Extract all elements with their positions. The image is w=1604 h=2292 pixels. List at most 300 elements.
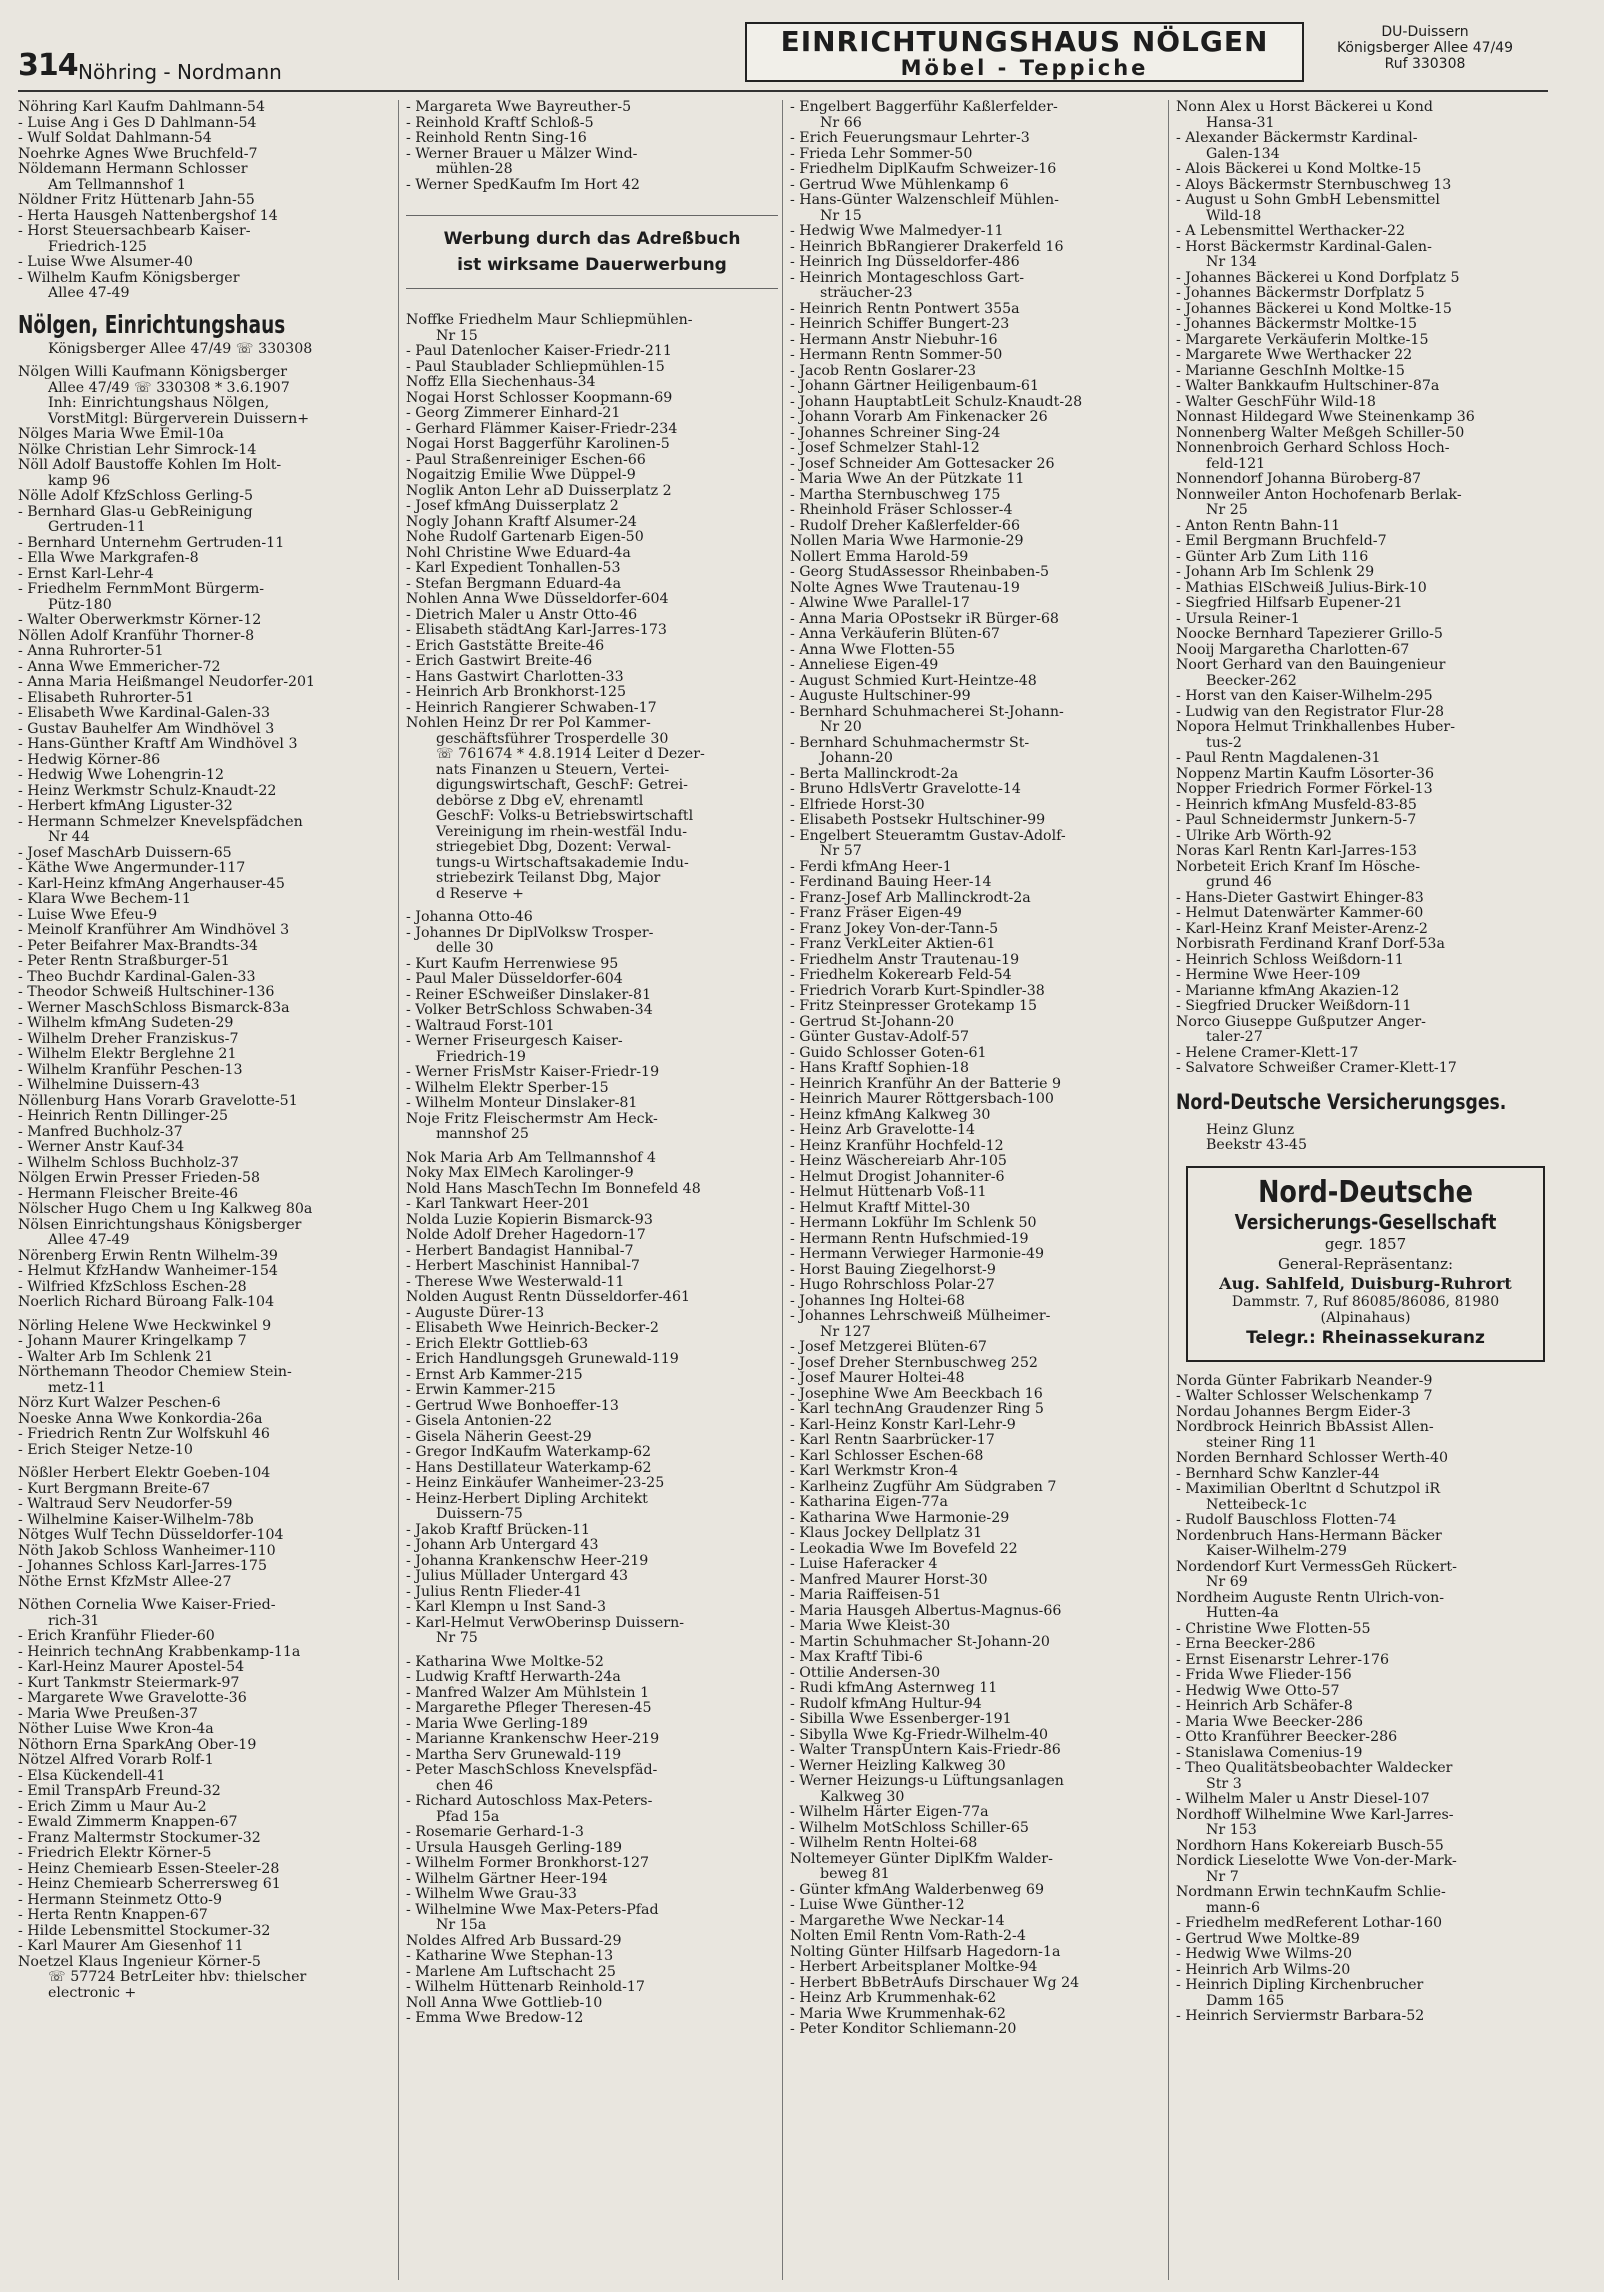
entry-continuation: Galen-134 [1206,145,1280,162]
directory-entry: Nöther Luise Wwe Kron-4a [18,1721,214,1737]
directory-entry: - Dietrich Maler u Anstr Otto-46 [406,606,638,623]
directory-entry: - Wilhelm Hüttenarb Reinhold-17 [406,1979,645,1995]
entry-continuation: tus-2 [1206,734,1242,751]
directory-entry: - Margarete Wwe Werthacker 22 [1176,347,1413,363]
directory-entry: - Heinz Wäschereiarb Ahr-105 [790,1153,1007,1169]
directory-entry: - Heinrich BbRangierer Drakerfeld 16 [790,238,1064,255]
directory-entry: - Johann Arb Im Schlenk 29 [1176,564,1375,580]
directory-entry: - Elisabeth städtAng Karl-Jarres-173 [406,622,667,638]
directory-entry: - Ernst Eisenarstr Lehrer-176 [1176,1651,1390,1668]
directory-entry: - Friedhelm FernmMont Bürgerm- [18,581,265,597]
directory-entry: Nolde Adolf Dreher Hagedorn-17 [406,1227,646,1243]
directory-entry: Nölke Christian Lehr Simrock-14 [18,441,257,458]
directory-entry: - Gregor IndKaufm Waterkamp-62 [406,1444,652,1460]
directory-entry: - Karl-Heinz Maurer Apostel-54 [18,1659,245,1675]
directory-entry: - Ulrike Arb Wörth-92 [1176,827,1332,844]
directory-entry: - Anna Verkäuferin Blüten-67 [790,626,1000,642]
directory-entry: - Jacob Rentn Goslarer-23 [790,362,977,379]
directory-entry: - Heinz Einkäufer Wanheimer-23-25 [406,1475,665,1491]
directory-entry: - Hermann Rentn Sommer-50 [790,347,1003,363]
directory-entry: - Marianne Krankenschw Heer-219 [406,1731,660,1747]
ad-address-line: Dammstr. 7, Ruf 86085/86086, 81980 [1231,1293,1500,1310]
entry-continuation: geschäftsführer Trosperdelle 30 [436,730,669,747]
directory-entry: - Martha Sternbuschweg 175 [790,486,1001,503]
directory-entry: - Wilhelm Kaufm Königsberger [18,269,240,286]
directory-entry: - Julius Müllader Untergard 43 [406,1568,629,1584]
ad-street: Königsberger Allee 47/49 [1336,40,1514,56]
directory-entry: - Reiner ESchweißer Dinslaker-81 [406,986,652,1003]
directory-entry: - Hans-Dieter Gastwirt Ehinger-83 [1176,889,1424,906]
directory-entry: - Hans Destillateur Waterkamp-62 [406,1459,652,1476]
directory-entry: - Helene Cramer-Klett-17 [1176,1044,1359,1061]
directory-entry: Nok Maria Arb Am Tellmannshof 4 [406,1149,656,1166]
entry-continuation: Vereinigung im rhein-westfäl Indu- [436,823,687,840]
directory-entry: - Ernst Arb Kammer-215 [406,1366,583,1383]
directory-entry: - Heinrich Maurer Röttgersbach-100 [790,1091,1054,1107]
directory-entry: Nöll Adolf Baustoffe Kohlen Im Holt- [18,457,282,473]
directory-entry: - Horst van den Kaiser-Wilhelm-295 [1176,688,1433,704]
directory-entry: Nößler Herbert Elektr Goeben-104 [18,1465,271,1481]
directory-entry: - Gerhard Flämmer Kaiser-Friedr-234 [406,420,678,437]
directory-entry: - Karl Rentn Saarbrücker-17 [790,1432,995,1448]
entry-continuation: Beecker-262 [1206,672,1297,689]
directory-entry: Noehrke Agnes Wwe Bruchfeld-7 [18,145,258,162]
directory-entry: Nötges Wulf Techn Düsseldorfer-104 [18,1527,284,1543]
directory-entry: - Meinolf Kranführer Am Windhövel 3 [18,922,290,938]
directory-entry: - Franz VerkLeiter Aktien-61 [790,936,996,952]
directory-entry: - Werner Heizungs-u Lüftungsanlagen [790,1773,1064,1789]
entry-continuation: delle 30 [436,940,494,956]
directory-entry: - Hermine Wwe Heer-109 [1176,967,1361,983]
entry-continuation: Königsberger Allee 47/49 ☏ 330308 [48,340,313,357]
directory-entry: - Wilhelm kfmAng Sudeten-29 [18,1015,234,1031]
entry-continuation: Nr 25 [1206,502,1248,518]
entry-continuation: Nr 134 [1206,254,1257,270]
directory-entry: - Max Kraftf Tibi-6 [790,1649,923,1665]
entry-continuation: steiner Ring 11 [1206,1434,1317,1451]
directory-entry: - Hermann Fleischer Breite-46 [18,1185,239,1202]
entry-continuation: tungs-u Wirtschaftsakademie Indu- [436,854,689,871]
ad-telegram: Telegr.: Rheinassekuranz [1246,1327,1485,1348]
directory-entry: - Erich Gastwirt Breite-46 [406,653,593,669]
directory-entry: - Heinrich Kranführ An der Batterie 9 [790,1075,1062,1092]
directory-entry: - Wilhelmine Duissern-43 [18,1077,200,1093]
directory-entry: - Walter Arb Im Schlenk 21 [18,1348,214,1365]
entry-continuation: Nr 75 [436,1630,478,1646]
directory-entry: - Gisela Antonien-22 [406,1413,553,1429]
directory-entry: - Marlene Am Luftschacht 25 [406,1963,616,1980]
directory-entry: Nohe Rudolf Gartenarb Eigen-50 [406,529,644,545]
directory-entry: - Erich Zimm u Maur Au-2 [18,1798,207,1815]
directory-entry: - Maximilian Oberltnt d Schutzpol iR [1176,1481,1441,1497]
directory-entry: - Heinrich Montageschloss Gart- [790,269,1025,286]
directory-entry: - Georg Zimmerer Einhard-21 [406,405,621,421]
directory-entry: - Katharine Wwe Stephan-13 [406,1948,614,1964]
directory-entry: - Wilhelm Elektr Berglehne 21 [18,1046,237,1062]
entry-continuation: Nr 44 [48,829,90,845]
directory-entry: - Wilhelmine Kaiser-Wilhelm-78b [18,1511,254,1528]
directory-entry: - Stanislawa Comenius-19 [1176,1744,1363,1761]
directory-entry: - Heinrich kfmAng Musfeld-83-85 [1176,796,1417,813]
directory-entry: - Ursula Reiner-1 [1176,610,1300,627]
directory-entry: - Bernhard Schw Kanzler-44 [1176,1465,1380,1482]
directory-entry: - Herbert Arbeitsplaner Moltke-94 [790,1959,1038,1975]
entry-continuation: mühlen-28 [436,161,513,177]
directory-entry: - Helmut KfzHandw Wanheimer-154 [18,1263,278,1279]
column-divider [398,100,399,2280]
directory-entry: - Walter Bankkaufm Hultschiner-87a [1176,378,1440,394]
directory-entry: - Heinz Chemiearb Essen-Steeler-28 [18,1860,280,1877]
directory-entry: Noltemeyer Günter DiplKfm Walder- [790,1850,1053,1867]
directory-entry: - Jakob Kraftf Brücken-11 [406,1521,591,1538]
directory-entry: - Johannes Schreiner Sing-24 [790,424,1001,441]
page-range: Nöhring - Nordmann [78,60,282,84]
header-advertisement [745,22,1304,82]
directory-entry: - Wilhelm Rentn Holtei-68 [790,1835,978,1851]
directory-entry: - Horst Bauing Ziegelhorst-9 [790,1261,996,1278]
ad-founded: gegr. 1857 [1324,1234,1407,1253]
directory-entry: - Rudolf kfmAng Hultur-94 [790,1695,982,1712]
entry-continuation: Netteibeck-1c [1206,1496,1307,1513]
insurance-advertisement [1186,1166,1545,1362]
entry-continuation: Nr 66 [820,114,862,131]
directory-entry: - Walter TranspUntern Kais-Friedr-86 [790,1742,1061,1758]
directory-entry: Norda Günter Fabrikarb Neander-9 [1176,1372,1433,1389]
directory-entry: - Erich Elektr Gottlieb-63 [406,1335,589,1352]
directory-entry: - Peter Rentn Straßburger-51 [18,953,230,969]
directory-entry: - Martin Schuhmacher St-Johann-20 [790,1633,1050,1650]
entry-continuation: Nr 7 [1206,1868,1239,1885]
directory-entry: - Wilhelm Wwe Grau-33 [406,1886,577,1902]
entry-continuation: Nr 69 [1206,1574,1248,1590]
directory-entry: Nölscher Hugo Chem u Ing Kalkweg 80a [18,1201,313,1217]
directory-entry: - Erna Beecker-286 [1176,1636,1316,1652]
directory-entry: - Wilhelm Former Bronkhorst-127 [406,1855,650,1871]
directory-entry: - Ewald Zimmerm Knappen-67 [18,1814,238,1830]
directory-entry: - Heinrich technAng Krabbenkamp-11a [18,1643,301,1660]
directory-entry: - Erich Handlungsgeh Grunewald-119 [406,1351,679,1367]
directory-entry: - Friedrich Rentn Zur Wolfskuhl 46 [18,1426,270,1442]
section-heading: Nord-Deutsche Versicherungsges. [1176,1089,1507,1114]
directory-entry: - Johannes Bäckermstr Moltke-15 [1176,316,1418,332]
directory-entry: Nörz Kurt Walzer Peschen-6 [18,1395,221,1411]
directory-entry: Nolten Emil Rentn Vom-Rath-2-4 [790,1928,1026,1944]
directory-entry: - Rudi kfmAng Asternweg 11 [790,1680,998,1696]
directory-entry: - Heinz kfmAng Kalkweg 30 [790,1106,991,1123]
directory-entry: - Hermann Lokführ Im Schlenk 50 [790,1215,1037,1231]
directory-entry: - Günter Arb Zum Lith 116 [1176,548,1369,565]
directory-entry: Nohl Christine Wwe Eduard-4a [406,544,631,561]
directory-entry: - Wilhelm Kranführ Peschen-13 [18,1061,243,1078]
entry-continuation: striebezirk Teilanst Dbg, Major [436,870,661,886]
directory-entry: Nöthen Cornelia Wwe Kaiser-Fried- [18,1597,276,1613]
directory-entry: Nohlen Heinz Dr rer Pol Kammer- [406,715,651,731]
entry-continuation: Allee 47-49 [48,1232,130,1248]
directory-entry: Nonn Alex u Horst Bäckerei u Kond [1176,99,1433,115]
directory-entry: - Ferdinand Bauing Heer-14 [790,874,992,890]
directory-entry: - Walter GeschFühr Wild-18 [1176,393,1376,410]
directory-entry: - Wulf Soldat Dahlmann-54 [18,130,212,146]
directory-entry: - Hilde Lebensmittel Stockumer-32 [18,1922,271,1939]
directory-entry: Noetzel Klaus Ingenieur Körner-5 [18,1953,261,1970]
directory-entry: - Friedhelm medReferent Lothar-160 [1176,1915,1443,1931]
directory-entry: - August Schmied Kurt-Heintze-48 [790,672,1037,689]
directory-entry: - Peter MaschSchloss Knevelspfäd- [406,1762,658,1778]
directory-entry: - Luise Wwe Alsumer-40 [18,254,193,270]
directory-entry: - Wilhelm Maler u Anstr Diesel-107 [1176,1791,1430,1807]
ad-title: EINRICHTUNGSHAUS NÖLGEN [780,25,1269,58]
directory-entry: - Otto Kranführer Beecker-286 [1176,1729,1398,1745]
directory-entry: Nonnenbroich Gerhard Schloss Hoch- [1176,440,1450,456]
directory-entry: Nöth Jakob Schloss Wanheimer-110 [18,1542,276,1559]
directory-entry: - Heinrich Arb Schäfer-8 [1176,1698,1353,1714]
directory-entry: Nöldner Fritz Hüttenarb Jahn-55 [18,192,255,208]
directory-entry: - Reinhold Rentn Sing-16 [406,130,587,146]
directory-entry: Nöthe Ernst KfzMstr Allee-27 [18,1573,232,1590]
directory-entry: - Josef Schmelzer Stahl-12 [790,440,980,456]
directory-entry: - Therese Wwe Westerwald-11 [406,1273,625,1290]
directory-entry: - Erich Kranführ Flieder-60 [18,1628,215,1644]
directory-entry: - Bernhard Glas-u GebReinigung [18,503,253,520]
directory-entry: - Werner FrisMstr Kaiser-Friedr-19 [406,1064,660,1080]
directory-entry: - Maria Wwe Preußen-37 [18,1705,198,1722]
directory-entry: - Theo Qualitätsbeobachter Waldecker [1176,1760,1453,1776]
directory-entry: - Karl technAng Graudenzer Ring 5 [790,1401,1044,1417]
directory-entry: Noll Anna Wwe Gottlieb-10 [406,1994,603,2011]
directory-entry: Nollen Maria Wwe Harmonie-29 [790,533,1024,549]
directory-entry: Nonnenberg Walter Meßgeh Schiller-50 [1176,424,1465,441]
directory-entry: Norbisrath Ferdinand Kranf Dorf-53a [1176,936,1445,952]
directory-entry: - Kurt Bergmann Breite-67 [18,1480,211,1497]
directory-entry: - Reinhold Kraftf Schloß-5 [406,114,594,131]
entry-continuation: mann-6 [1206,1899,1261,1916]
directory-entry: - Herbert Maschinist Hannibal-7 [406,1258,640,1274]
directory-entry: - Heinrich Dipling Kirchenbrucher [1176,1977,1424,1993]
directory-entry: Nörthemann Theodor Chemiew Stein- [18,1364,292,1380]
ad-company-sub: Versicherungs-Gesellschaft [1234,1209,1497,1234]
directory-entry: - Hans-Günter Walzenschleif Mühlen- [790,192,1059,208]
directory-entry: Nöthorn Erna SparkAng Ober-19 [18,1736,257,1753]
directory-entry: - Katharina Eigen-77a [790,1494,948,1510]
directory-entry: - Rosemarie Gerhard-1-3 [406,1824,584,1840]
directory-entry: Noort Gerhard van den Bauingenieur [1176,657,1446,673]
directory-entry: - Franz-Josef Arb Mallinckrodt-2a [790,889,1031,906]
directory-column-2 [406,100,778,2027]
entry-continuation: Nr 127 [820,1323,871,1340]
entry-continuation: d Reserve + [436,885,524,902]
directory-entry: Noglik Anton Lehr aD Duisserplatz 2 [406,482,672,499]
directory-entry: - Wilhelm Dreher Franziskus-7 [18,1030,239,1047]
directory-entry: Norbeteit Erich Kranf Im Hösche- [1176,858,1421,875]
entry-continuation: chen 46 [436,1777,494,1794]
directory-entry: - Margarethe Pfleger Theresen-45 [406,1700,652,1716]
entry-continuation: ☏ 57724 BetrLeiter hbv: thielscher [48,1969,307,1985]
directory-entry: - Alois Bäckerei u Kond Moltke-15 [1176,161,1422,177]
directory-entry: - Johannes Ing Holtei-68 [790,1292,965,1309]
directory-entry: - Karl Tankwart Heer-201 [406,1196,591,1212]
directory-entry: - Josef Metzgerei Blüten-67 [790,1339,987,1355]
entry-continuation: rich-31 [48,1612,100,1629]
directory-entry: - Werner Brauer u Mälzer Wind- [406,145,638,162]
directory-entry: - Margarethe Wwe Neckar-14 [790,1912,1005,1929]
directory-entry: - Werner Anstr Kauf-34 [18,1139,185,1155]
directory-entry: - Heinz Chemiearb Scherrersweg 61 [18,1876,281,1892]
directory-entry: - Karl-Helmut VerwOberinsp Duissern- [406,1614,685,1631]
entry-continuation: Beekstr 43-45 [1206,1137,1307,1153]
directory-column-4 [1176,100,1556,2025]
directory-entry: Nordenbruch Hans-Hermann Bäcker [1176,1527,1442,1544]
directory-entry: - Walter Schlosser Welschenkamp 7 [1176,1388,1433,1404]
ad-address [1312,24,1538,72]
page-number: 314 [18,48,78,83]
directory-entry: - Sibilla Wwe Essenberger-191 [790,1711,1012,1727]
directory-entry: - Hermann Steinmetz Otto-9 [18,1891,222,1908]
directory-entry: - Herbert kfmAng Liguster-32 [18,798,233,814]
directory-entry: - Mathias ElSchweiß Julius-Birk-10 [1176,579,1427,596]
directory-entry: - Emil TranspArb Freund-32 [18,1783,221,1799]
directory-entry: - Heinrich Arb Bronkhorst-125 [406,684,627,700]
directory-entry: - A Lebensmittel Werthacker-22 [1176,223,1406,239]
ad-company-name: Nord-Deutsche [1258,1174,1473,1210]
directory-entry: - Klaus Jockey Dellplatz 31 [790,1525,983,1541]
directory-entry: - Wilhelm Elektr Sperber-15 [406,1079,609,1096]
directory-entry: - Hans-Günther Kraftf Am Windhövel 3 [18,736,298,752]
directory-entry: - Auguste Hultschiner-99 [790,688,971,704]
directory-entry: Noje Fritz Fleischermstr Am Heck- [406,1110,658,1127]
directory-entry: Nolden August Rentn Düsseldorfer-461 [406,1289,690,1305]
directory-entry: - Manfred Maurer Horst-30 [790,1571,988,1588]
directory-entry: - Maria Wwe An der Pützkate 11 [790,471,1025,487]
directory-entry: - Horst Bäckermstr Kardinal-Galen- [1176,238,1432,255]
directory-entry: - Elisabeth Wwe Kardinal-Galen-33 [18,705,271,721]
entry-continuation: Friedrich-125 [48,238,147,255]
directory-entry: - Aloys Bäckermstr Sternbuschweg 13 [1176,176,1452,193]
directory-entry: - Helmut Datenwärter Kammer-60 [1176,905,1424,921]
entry-continuation: Inh: Einrichtungshaus Nölgen, [48,395,270,411]
entry-continuation: kamp 96 [48,472,111,489]
directory-entry: Nollert Emma Harold-59 [790,548,969,565]
directory-entry: - Stefan Bergmann Eduard-4a [406,575,622,592]
directory-entry: - Heinrich Arb Wilms-20 [1176,1961,1351,1978]
ad-address-line: (Alpinahaus) [1320,1309,1411,1326]
directory-entry: - Karl-Heinz Konstr Karl-Lehr-9 [790,1416,1016,1433]
directory-entry: - Franz Jokey Von-der-Tann-5 [790,920,999,937]
column-divider [1168,100,1169,2280]
directory-entry: - Herbert BbBetrAufs Dirschauer Wg 24 [790,1974,1080,1991]
directory-entry: - Franz Maltermstr Stockumer-32 [18,1829,261,1846]
directory-entry: - Katharina Wwe Harmonie-29 [790,1509,1010,1526]
directory-entry: - Werner SpedKaufm Im Hort 42 [406,176,640,193]
directory-entry: - Gustav Bauhelfer Am Windhövel 3 [18,720,275,737]
directory-entry: - Christine Wwe Flotten-55 [1176,1620,1371,1637]
directory-entry: - Ottilie Andersen-30 [790,1664,941,1681]
directory-entry: - Hans Kraftf Sophien-18 [790,1060,970,1076]
directory-entry: - Johann Arb Untergard 43 [406,1537,599,1553]
directory-entry: - Rudolf Dreher Kaßlerfelder-66 [790,517,1020,534]
directory-entry: Norco Giuseppe Gußputzer Anger- [1176,1013,1426,1030]
directory-entry: - Rheinhold Fräser Schlosser-4 [790,502,1013,518]
entry-continuation: Johann-20 [820,750,893,766]
directory-entry: Noldes Alfred Arb Bussard-29 [406,1932,622,1949]
directory-entry: - Karl Schlosser Eschen-68 [790,1447,984,1464]
directory-entry: - Karl Maurer Am Giesenhof 11 [18,1938,244,1954]
entry-continuation: Gertruden-11 [48,519,146,535]
entry-continuation: Damm 165 [1206,1992,1285,2009]
directory-entry: - Maria Hausgeh Albertus-Magnus-66 [790,1602,1062,1619]
directory-entry: - Karl Klempn u Inst Sand-3 [406,1599,607,1615]
directory-entry: - Johann Gärtner Heiligenbaum-61 [790,378,1039,394]
directory-entry: - Berta Mallinckrodt-2a [790,765,959,782]
directory-entry: Nold Hans MaschTechn Im Bonnefeld 48 [406,1180,701,1197]
promo-line: ist wirksame Dauerwerbung [457,255,727,275]
directory-entry: - Hugo Rohrschloss Polar-27 [790,1277,995,1293]
directory-entry: - Theodor Schweiß Hultschiner-136 [18,984,275,1000]
directory-entry: - Josef kfmAng Duisserplatz 2 [406,498,619,514]
directory-entry: - Sibylla Wwe Kg-Friedr-Wilhelm-40 [790,1726,1049,1743]
directory-entry: - Waltraud Serv Neudorfer-59 [18,1496,233,1512]
entry-continuation: Nr 20 [820,719,862,735]
header-rule [18,90,1548,92]
directory-entry: - Hedwig Wwe Malmedyer-11 [790,223,1004,239]
directory-entry: Nölges Maria Wwe Emil-10a [18,426,224,442]
directory-entry: - Heinrich Rentn Dillinger-25 [18,1108,228,1124]
directory-entry: - Josef Maurer Holtei-48 [790,1370,965,1386]
directory-entry: - Wilhelm Gärtner Heer-194 [406,1870,608,1887]
directory-entry: - Manfred Walzer Am Mühlstein 1 [406,1684,650,1701]
directory-entry: - Paul Schneidermstr Junkern-5-7 [1176,812,1417,828]
directory-entry: - Heinrich Rangierer Schwaben-17 [406,699,657,716]
section-heading: Nölgen, Einrichtungshaus [18,309,286,339]
directory-entry: - Hermann Rentn Hufschmied-19 [790,1230,1029,1247]
directory-entry: Nonnweiler Anton Hochofenarb Berlak- [1176,486,1462,503]
directory-entry: - Horst Steuersachbearb Kaiser- [18,223,251,239]
directory-entry: - Werner MaschSchloss Bismarck-83a [18,999,290,1016]
directory-entry: - Franz Fräser Eigen-49 [790,905,962,921]
directory-entry: - Elisabeth Ruhrorter-51 [18,689,195,706]
directory-entry: - Johann Maurer Kringelkamp 7 [18,1333,247,1349]
directory-entry: - Ursula Hausgeh Gerling-189 [406,1839,623,1856]
directory-entry: Nooij Margaretha Charlotten-67 [1176,641,1410,658]
directory-entry: - Maria Wwe Beecker-286 [1176,1713,1364,1730]
directory-entry: - Johann HauptabtLeit Schulz-Knaudt-28 [790,393,1083,410]
directory-column-1 [18,100,390,2001]
directory-entry: Nölgen Erwin Presser Frieden-58 [18,1170,261,1186]
directory-entry: - Gertrud Wwe Moltke-89 [1176,1930,1360,1947]
directory-entry: - Paul Maler Düsseldorfer-604 [406,971,623,987]
directory-entry: - Bernhard Schuhmacherei St-Johann- [790,703,1064,720]
directory-entry: Noffz Ella Siechenhaus-34 [406,374,596,390]
directory-entry: - Herta Rentn Knappen-67 [18,1907,208,1923]
directory-entry: - Gisela Näherin Geest-29 [406,1428,592,1445]
directory-entry: - Richard Autoschloss Max-Peters- [406,1793,653,1809]
directory-entry: - Elisabeth Postsekr Hultschiner-99 [790,812,1046,828]
directory-entry: Norden Bernhard Schlosser Werth-40 [1176,1450,1448,1466]
directory-entry: - Wilfried KfzSchloss Eschen-28 [18,1278,247,1295]
directory-entry: - Heinz-Herbert Dipling Architekt [406,1490,648,1507]
directory-entry: - Josephine Wwe Am Beeckbach 16 [790,1385,1043,1402]
entry-continuation: mannshof 25 [436,1126,529,1142]
entry-continuation: VorstMitgl: Bürgerverein Duissern+ [48,410,310,427]
directory-entry: - Karlheinz Zugführ Am Südgraben 7 [790,1478,1057,1495]
entry-continuation: nats Finanzen u Steuern, Vertei- [436,761,670,778]
directory-entry: - Günter kfmAng Walderbenweg 69 [790,1881,1044,1898]
directory-entry: - Karl-Heinz Kranf Meister-Arenz-2 [1176,920,1428,937]
directory-entry: - Anna Maria Heißmangel Neudorfer-201 [18,674,316,690]
directory-entry: - August u Sohn GmbH Lebensmittel [1176,192,1440,208]
directory-entry: - Elsa Kückendell-41 [18,1767,166,1784]
entry-continuation: Pfad 15a [436,1808,500,1825]
directory-entry: - Käthe Wwe Angermunder-117 [18,860,246,876]
